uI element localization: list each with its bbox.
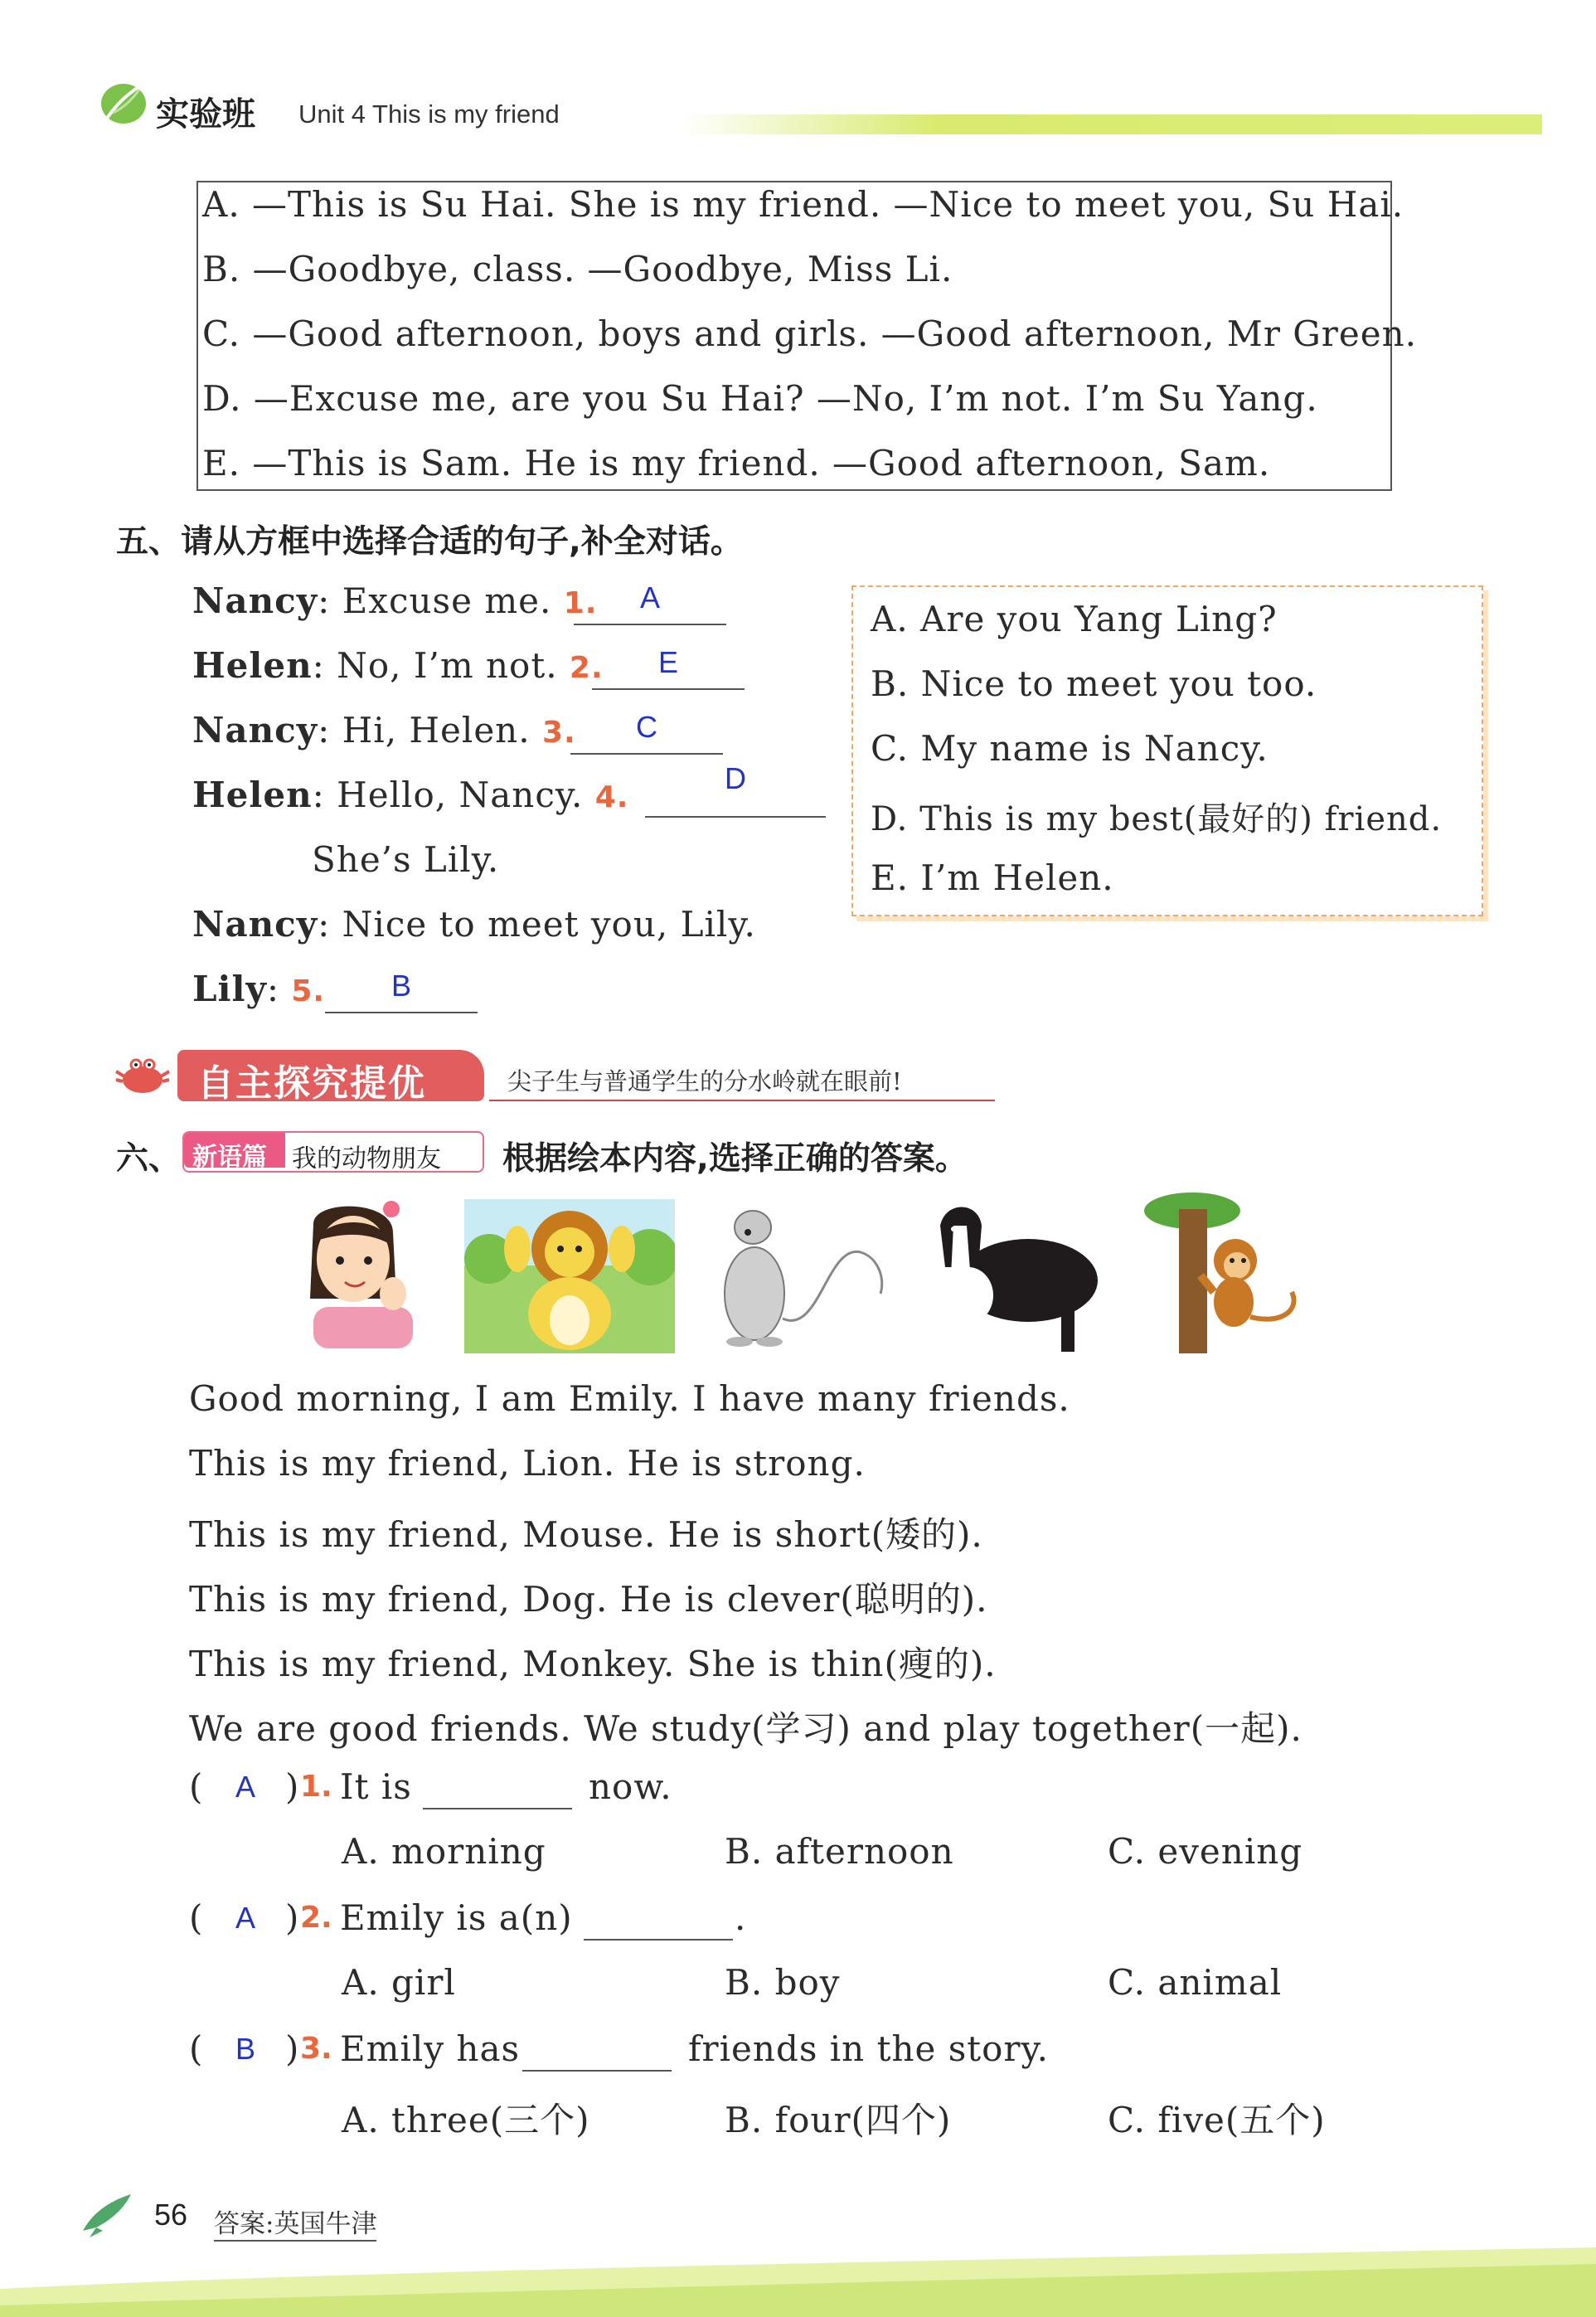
brand-label: 实验班 — [156, 95, 255, 134]
answer: E — [657, 645, 678, 679]
banner-underline — [489, 1100, 995, 1101]
question-text-end: now. — [589, 1766, 672, 1807]
option-item: C. My name is Nancy. — [871, 728, 1269, 769]
option-item: A. Are you Yang Ling? — [871, 599, 1278, 639]
question-answer: A — [235, 1770, 255, 1804]
dialogue-line: Nancy: Nice to meet you, Lily. — [192, 904, 756, 945]
answer-blank[interactable] — [423, 1771, 572, 1809]
story-line: This is my friend, Mouse. He is short(矮的). — [189, 1514, 983, 1555]
header-bar — [680, 114, 1542, 134]
box-line: E. —This is Sam. He is my friend. —Good afternoon, Sam. — [202, 443, 1271, 483]
answer: C — [636, 710, 657, 744]
box-line: C. —Good afternoon, boys and girls. —Good afternoon, Mr Green. — [202, 313, 1417, 354]
speaker: Helen — [192, 645, 313, 686]
story-line: We are good friends. We study(学习) and play together(一起). — [189, 1708, 1303, 1749]
dialogue-line: Lily: 5. — [192, 969, 326, 1009]
question-paren-left: ( — [189, 1766, 204, 1807]
box-line: A. —This is Su Hai. She is my friend. —Nice to meet you, Su Hai. — [202, 184, 1404, 225]
choice: A. girl — [342, 1962, 456, 2003]
choice: A. morning — [342, 1831, 546, 1872]
dialogue-continuation: She’s Lily. — [312, 839, 500, 880]
speaker: Helen — [192, 775, 313, 815]
option-item: D. This is my best(最好的) friend. — [871, 800, 1443, 838]
question-paren-right: ) — [285, 1766, 300, 1807]
story-line: This is my friend, Monkey. She is thin(瘦的). — [189, 1644, 997, 1684]
question-paren-right: ) — [285, 1897, 300, 1938]
speaker: Nancy — [192, 904, 318, 945]
choice: C. five(五个) — [1108, 2100, 1326, 2140]
speaker: Lily — [192, 969, 267, 1009]
choice: C. evening — [1108, 1831, 1303, 1872]
question-text: Emily is a(n) — [340, 1897, 573, 1938]
question-paren-left: ( — [189, 2028, 204, 2069]
box-line: B. —Goodbye, class. —Goodbye, Miss Li. — [202, 249, 953, 289]
item-number: 4. — [594, 780, 629, 814]
dialogue-line: Nancy: Hi, Helen. 3. — [192, 710, 576, 750]
utterance: Nice to meet you, Lily. — [342, 904, 756, 945]
question-number: 1. — [300, 1770, 332, 1804]
banner-tagline: 尖子生与普通学生的分水岭就在眼前! — [507, 1067, 902, 1095]
utterance: Excuse me. — [342, 580, 552, 621]
girl-emily-picture — [244, 1191, 443, 1352]
question-number: 3. — [300, 2032, 332, 2066]
story-line: Good morning, I am Emily. I have many friends. — [189, 1378, 1070, 1419]
question-answer: B — [235, 2032, 255, 2066]
question-text: Emily has — [340, 2028, 521, 2069]
choice: B. boy — [725, 1962, 841, 2003]
story-line: This is my friend, Lion. He is strong. — [189, 1443, 866, 1484]
item-number: 3. — [541, 716, 576, 750]
question-number: 2. — [300, 1901, 332, 1935]
dialogue-line: Nancy: Excuse me. 1. — [192, 580, 598, 621]
question-text: It is — [340, 1766, 412, 1807]
answer: A — [639, 580, 660, 614]
box-line: D. —Excuse me, are you Su Hai? —No, I’m not. I’m Su Yang. — [202, 378, 1318, 419]
dialogue-line: Helen: Hello, Nancy. 4. — [192, 775, 629, 815]
dog-picture — [920, 1193, 1108, 1355]
section5-title: 五、请从方框中选择合适的句子,补全对话。 — [116, 523, 743, 561]
question-paren-left: ( — [189, 1897, 204, 1938]
item-number: 1. — [563, 586, 598, 620]
crab-icon — [113, 1050, 172, 1100]
option-item: E. I’m Helen. — [871, 857, 1114, 898]
section6-title: 根据绘本内容,选择正确的答案。 — [502, 1140, 968, 1178]
utterance: Hello, Nancy. — [337, 775, 584, 815]
footer-note: 答案:英国牛津 — [214, 2203, 376, 2242]
leaf-logo-icon — [98, 76, 149, 128]
story-line: This is my friend, Dog. He is clever(聪明的). — [189, 1579, 988, 1620]
answer: B — [391, 969, 411, 1003]
monkey-picture — [1142, 1193, 1305, 1353]
choice: B. four(四个) — [725, 2100, 952, 2140]
utterance: Hi, Helen. — [342, 710, 531, 750]
choice: B. afternoon — [725, 1831, 954, 1872]
banner-label: 自主探究提优 — [197, 1062, 426, 1105]
utterance: No, I’m not. — [337, 645, 558, 686]
mouse-picture — [703, 1194, 889, 1352]
choice: A. three(三个) — [342, 2100, 590, 2140]
option-item: B. Nice to meet you too. — [871, 663, 1317, 704]
item-number: 2. — [569, 651, 604, 685]
answer-blank[interactable] — [584, 1902, 733, 1941]
answer: D — [725, 761, 746, 795]
section6-prefix: 六、 — [116, 1140, 182, 1178]
question-text-end: friends in the story. — [688, 2028, 1050, 2069]
speaker: Nancy — [192, 710, 318, 750]
page-number: 56 — [154, 2198, 188, 2232]
tag-subtitle: 我的动物朋友 — [292, 1144, 441, 1173]
speaker: Nancy — [192, 580, 318, 621]
dialogue-line: Helen: No, I’m not. 2. — [192, 645, 604, 686]
item-number: 5. — [291, 974, 326, 1008]
footer-wave — [0, 2239, 1596, 2317]
choice: C. animal — [1108, 1962, 1283, 2003]
tag-label: 新语篇 — [192, 1143, 267, 1172]
question-answer: A — [235, 1901, 255, 1935]
dolphin-icon — [80, 2189, 134, 2239]
question-paren-right: ) — [285, 2028, 300, 2069]
lion-picture — [464, 1199, 675, 1353]
question-text-end: . — [735, 1897, 747, 1938]
answer-blank[interactable] — [522, 2033, 672, 2072]
unit-title: Unit 4 This is my friend — [298, 100, 560, 129]
